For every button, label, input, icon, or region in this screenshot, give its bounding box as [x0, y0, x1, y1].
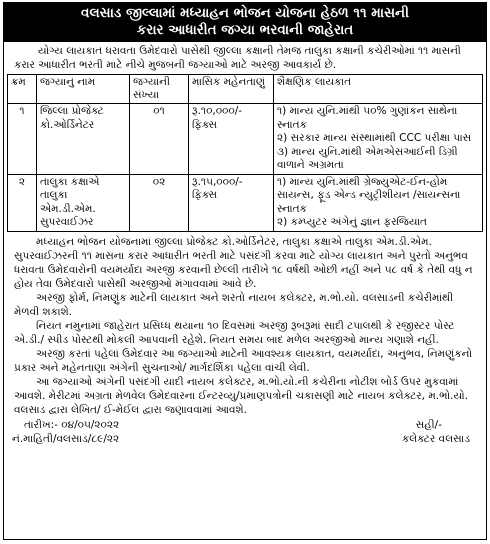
row-no: ૧ — [8, 104, 37, 175]
header-qualification: શૈક્ષણિક લાયકાત — [274, 75, 483, 104]
reference-number: નં.માહિતી/વલસાડ/૮૯/૨૨ — [12, 432, 120, 445]
footer — [4, 417, 486, 446]
paragraph: મધ્યાહન ભોજન યોજનામાં જીલ્લા પ્રોજેક્ટ કો.ઓર્ડિનેટર, તાલુકા કક્ષાએ તાલુકા એમ.ડી.એમ. સુપરવાઈઝરની ૧૧ માસના કરાર આધારીત ભરતી માટે પસંદગી કરવા માટે યોગ્ય લાયકાત અને પુરતો અનુભવ ધરાવતા ઉમેદવારોની વયમર્યાદા અરજી કરવાની છેલ્લી તારીખે ૧૮ વર્ષથી ઓછી નહીં અને ૫૮ વર્ષ કે તેથી વધુ ન હોય તેવા ઉમેદવારો પાસેથી અરજીઓ મંગાવવામાં આવે છે. — [14, 235, 473, 290]
row-post-count: ૦૧ — [130, 104, 189, 175]
paragraph: અરજી કરતાં પહેલાં ઉમેદવાર આ જગ્યાઓ માટેની આવશ્યક લાયકાત, વયમર્યાદા, અનુભવ, નિમણુંકનો પ્રકાર અને મહેનતાણા અંગેની સુચનાઓ/ માર્ગદર્શિકા પહેલા વાંચી લેવી. — [14, 347, 473, 374]
qualification-item: ૨) સરકાર માન્ય સંસ્થામાંથી CCC પરીક્ષા પાસ — [277, 132, 472, 144]
issuing-office: કલેક્ટર વલસાડ — [401, 432, 470, 445]
header-post-name: જગ્યાનું નામ — [37, 75, 130, 104]
row-post-name: તાલુકા કક્ષાએ તાલુકા એમ.ડી.એમ. સુપરવાઈઝર — [37, 174, 130, 231]
signed: સહી/- — [415, 418, 442, 431]
paragraph: આ જગ્યાઓ અંગેની પસંદગી યાદી નાયબ કલેક્ટર, મ.ભો.યો.ની કચેરીના નોટીશ બોર્ડ ઉપર મુકવામાં આવશે. મેરીટમાં અગ્રતા મેળવેલ ઉમેદવારના ઈન્ટરવ્યુ/પ્રમાણપત્રોની ચકાસણી માટે નાયબ કલેક્ટર, મ.ભો.યો. વલસાડ દ્વારા લેખિત/ ઈ-મેઈલ દ્વારા જણાવવામાં આવશે. — [14, 375, 469, 416]
table-row — [8, 174, 483, 231]
qualification-item: ૩) માન્ય યુનિ.માંથી એમએસઆઈની ડિગ્રી વાળાને અગ્રમતા — [277, 145, 458, 171]
advertisement — [3, 2, 487, 540]
date: તારીખ:- ૦૪/૦૫/૨૦૨૨ — [24, 418, 120, 431]
paragraph: નિયત નમુનામાં જાહેરાત પ્રસિધ્ધ થયાના ૧૦ દિવસમાં અરજી રૂબરૂમાં સાદી ટપાલથી કે રજીસ્ટર પોસ્ટ એ.ડી./ સ્પીડ પોસ્ટથી મોકલી આપવાની રહેશે. નિયત સમય બાદ મળેલ અરજીઓ માન્ય ગણાશે નહીં. — [14, 319, 455, 346]
table-row — [8, 104, 483, 175]
row-post-name: જિલ્લા પ્રોજેક્ટ કો.ઓર્ડિનેટર — [37, 104, 130, 175]
qualification-item: ૧) માન્ય યુનિ.માંથી ગ્રેજ્યુએટ-ઈન-હોમ સાયન્સ, ફૂડ એન્ડ ન્યુટ્રીશીયન /સાયન્સના સ્નાતક — [277, 175, 461, 215]
advertisement-title — [4, 3, 486, 42]
row-qualification — [274, 104, 483, 175]
qualification-item: ૨) કમ્પ્યુટર અંગેનું જ્ઞાન ફરજિયાત — [277, 216, 427, 228]
header-post-count: જગ્યાની સંખ્યા — [130, 75, 189, 104]
title-line-1: વલસાડ જીલ્લામાં મધ્યાહન ભોજન યોજના હેઠળ ૧૧ માસની — [81, 5, 409, 21]
row-no: ૨ — [8, 174, 37, 231]
header-monthly-pay: માસિક મહેનતાણું — [189, 75, 274, 104]
header-no: ક્રમ — [8, 75, 37, 104]
row-qualification — [274, 174, 483, 231]
posts-table — [7, 74, 483, 232]
row-monthly-pay: રૂ.૧૫,૦૦૦/- ફિક્સ — [189, 174, 274, 231]
body-text — [4, 232, 486, 417]
row-monthly-pay: રૂ.૧૦,૦૦૦/- ફિક્સ — [189, 104, 274, 175]
row-post-count: ૦૨ — [130, 174, 189, 231]
title-line-2: કરાર આધારીત જગ્યા ભરવાની જાહેરાત — [136, 22, 354, 38]
intro-text: યોગ્ય લાયકાત ધરાવતા ઉમેદવારો પાસેથી જીલ્લા કક્ષાની તેમજ તાલુકા કક્ષાની કચેરીઓમાં ૧૧ માસની કરાર આધારીત ભરતી માટે નીચે મુજબની જગ્યાઓ માટે અરજી આવકાર્ય છે. — [14, 45, 461, 71]
paragraph: અરજી ફોર્મ, નિમણુંક માટેની લાયકાત અને શરતો નાયબ કલેક્ટર, મ.ભો.યો. વલસાડની કચેરીમાંથી મેળવી શકાશે. — [14, 291, 454, 318]
table-header-row — [8, 75, 483, 104]
qualification-item: ૧) માન્ય યુનિ.માંથી ૫૦% ગુણાંકન સાથેના સ્નાતક — [277, 105, 458, 131]
